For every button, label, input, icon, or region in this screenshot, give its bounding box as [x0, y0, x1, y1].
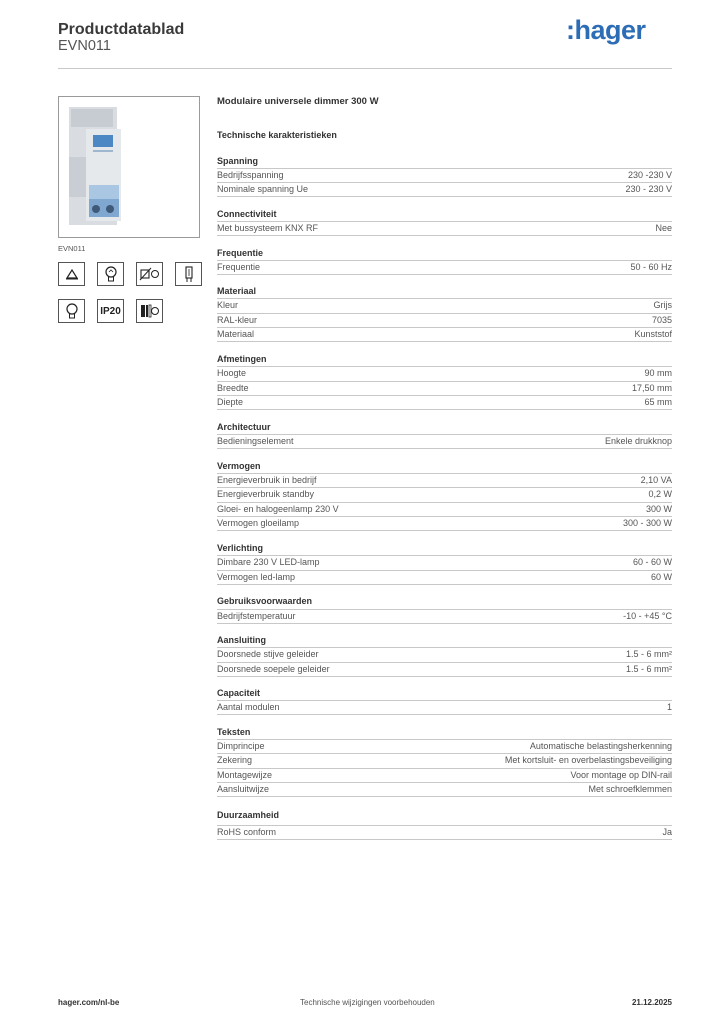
spec-value: Automatische belastingsherkenning — [529, 741, 672, 751]
section-title: Frequentie — [217, 248, 264, 258]
spec-value: 2,10 VA — [640, 475, 672, 485]
product-code: EVN011 — [58, 38, 111, 54]
spec-label: Doorsnede stijve geleider — [217, 649, 319, 659]
spec-row — [217, 555, 672, 569]
product-name: Modulaire universele dimmer 300 W — [217, 96, 379, 107]
row-divider — [217, 196, 672, 197]
spec-value: 90 mm — [644, 368, 672, 378]
spec-label: Nominale spanning Ue — [217, 184, 309, 194]
spec-label: Bedieningselement — [217, 436, 294, 446]
halogen-tube-icon — [175, 262, 202, 286]
spec-label: Breedte — [217, 383, 249, 393]
row-divider — [217, 448, 672, 449]
spec-value: 230 -230 V — [627, 170, 672, 180]
spec-row — [217, 739, 672, 753]
row-divider — [217, 839, 672, 840]
spec-label: Bedrijfstemperatuur — [217, 611, 296, 621]
row-divider — [217, 714, 672, 715]
spec-value: 50 - 60 Hz — [630, 262, 672, 272]
incandescent-bulb-icon — [97, 262, 124, 286]
ceiling-lamp-icon — [58, 262, 85, 286]
hager-logo: :hager — [566, 15, 646, 45]
spec-value: 1.5 - 6 mm² — [625, 649, 672, 659]
spec-label: Hoogte — [217, 368, 247, 378]
spec-row — [217, 609, 672, 623]
spec-row — [217, 502, 672, 516]
spec-value: 1 — [666, 702, 672, 712]
spec-value: 300 W — [645, 504, 672, 514]
spec-label: Materiaal — [217, 329, 255, 339]
section-title: Connectiviteit — [217, 209, 277, 219]
footer-notice: Technische wijzigingen voorbehouden — [300, 998, 435, 1007]
spec-row — [217, 327, 672, 341]
spec-row — [217, 570, 672, 584]
section-title: Materiaal — [217, 286, 257, 296]
spec-value: 65 mm — [644, 397, 672, 407]
section-title: Gebruiksvoorwaarden — [217, 596, 313, 606]
image-caption: EVN011 — [58, 244, 86, 253]
footer-website: hager.com/nl-be — [58, 998, 120, 1007]
spec-value: 60 W — [650, 572, 672, 582]
ip20-icon — [97, 299, 124, 323]
spec-row — [217, 221, 672, 235]
ip20-label: IP20 — [100, 305, 121, 317]
spec-row — [217, 487, 672, 501]
spec-row — [217, 782, 672, 796]
spec-label: Gloei- en halogeenlamp 230 V — [217, 504, 339, 514]
footer-date: 21.12.2025 — [631, 998, 672, 1007]
spec-label: Energieverbruik in bedrijf — [217, 475, 317, 485]
spec-row — [217, 662, 672, 676]
spec-value: 60 - 60 W — [632, 557, 672, 567]
spec-value: 300 - 300 W — [622, 518, 672, 528]
spec-value: Met schroefklemmen — [588, 784, 672, 794]
spec-title: Technische karakteristieken — [217, 130, 337, 140]
section-title: Spanning — [217, 156, 258, 166]
spec-label: Dimprincipe — [217, 741, 265, 751]
section-title: Aansluiting — [217, 635, 266, 645]
spec-value: 17,50 mm — [631, 383, 672, 393]
section-title: Teksten — [217, 727, 251, 737]
spec-label: RAL-kleur — [217, 315, 258, 325]
spec-row — [217, 516, 672, 530]
section-title: Afmetingen — [217, 354, 267, 364]
spec-label: Met bussysteem KNX RF — [217, 223, 319, 233]
spec-row — [217, 647, 672, 661]
spec-label: Zekering — [217, 755, 253, 765]
page-title: Productdatablad — [58, 21, 185, 38]
dimmer-device-illustration — [59, 97, 199, 237]
spec-value: Nee — [655, 223, 672, 233]
spec-row — [217, 182, 672, 196]
row-divider — [217, 274, 672, 275]
spec-row — [217, 753, 672, 767]
section-title: Verlichting — [217, 543, 264, 553]
header-divider — [58, 68, 672, 69]
section-title: Architectuur — [217, 422, 271, 432]
row-divider — [217, 584, 672, 585]
spec-value: 1.5 - 6 mm² — [625, 664, 672, 674]
spec-value: 0,2 W — [648, 489, 672, 499]
spec-label: Aantal modulen — [217, 702, 280, 712]
spec-value: Enkele drukknop — [604, 436, 672, 446]
spec-value: Voor montage op DIN-rail — [570, 770, 672, 780]
spec-label: Dimbare 230 V LED-lamp — [217, 557, 320, 567]
spec-value: Kunststof — [634, 329, 672, 339]
spec-row — [217, 825, 672, 839]
row-divider — [217, 796, 672, 797]
spec-row — [217, 313, 672, 327]
spec-value: Met kortsluit- en overbelastingsbeveiliging — [504, 755, 672, 765]
product-image — [58, 96, 200, 238]
section-title: Duurzaamheid — [217, 810, 280, 820]
modular-device-icon — [136, 299, 163, 323]
spec-label: Vermogen led-lamp — [217, 572, 296, 582]
spec-label: Diepte — [217, 397, 244, 407]
row-divider — [217, 235, 672, 236]
spec-value: Ja — [662, 827, 672, 837]
spec-label: Vermogen gloeilamp — [217, 518, 300, 528]
spec-label: Frequentie — [217, 262, 261, 272]
spec-value: Grijs — [653, 300, 672, 310]
row-divider — [217, 409, 672, 410]
dimmer-symbol-icon — [136, 262, 163, 286]
row-divider — [217, 623, 672, 624]
spec-value: 230 - 230 V — [625, 184, 672, 194]
spec-row — [217, 768, 672, 782]
spec-label: Montagewijze — [217, 770, 273, 780]
spec-row — [217, 434, 672, 448]
spec-label: Aansluitwijze — [217, 784, 270, 794]
spec-row — [217, 381, 672, 395]
row-divider — [217, 341, 672, 342]
spec-row — [217, 260, 672, 274]
row-divider — [217, 530, 672, 531]
section-title: Capaciteit — [217, 688, 261, 698]
spec-row — [217, 700, 672, 714]
spec-row — [217, 395, 672, 409]
spec-row — [217, 473, 672, 487]
spec-row — [217, 168, 672, 182]
spec-label: Bedrijfsspanning — [217, 170, 284, 180]
spec-label: Kleur — [217, 300, 239, 310]
spec-row — [217, 298, 672, 312]
row-divider — [217, 676, 672, 677]
spec-label: Energieverbruik standby — [217, 489, 315, 499]
spec-value: -10 - +45 °C — [623, 611, 672, 621]
spec-value: 7035 — [651, 315, 672, 325]
section-title: Vermogen — [217, 461, 261, 471]
spec-label: RoHS conform — [217, 827, 277, 837]
spec-row — [217, 366, 672, 380]
led-bulb-icon — [58, 299, 85, 323]
spec-label: Doorsnede soepele geleider — [217, 664, 330, 674]
